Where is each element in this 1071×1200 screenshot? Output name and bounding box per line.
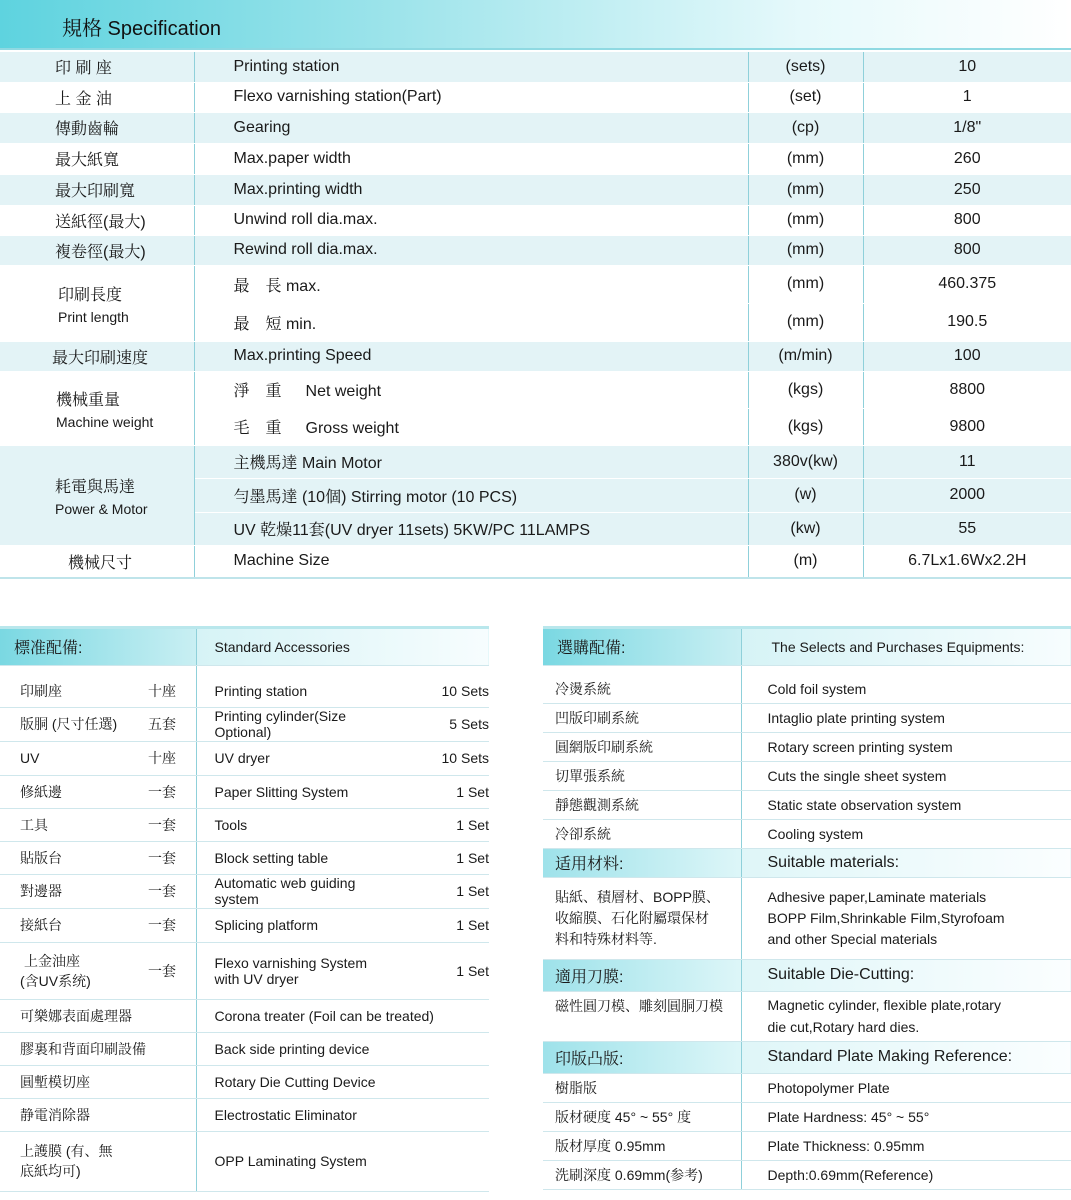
list-item: 圓網版印刷系統 Rotary screen printing system — [543, 732, 1071, 761]
spec-row: 上 金 油 Flexo varnishing station(Part) (set) 1 — [0, 82, 1071, 112]
list-item: 冷燙系統 Cold foil system — [543, 675, 1071, 703]
spec-row: 複卷徑(最大) Rewind roll dia.max. (mm) 800 — [0, 235, 1071, 265]
spec-row-main-motor: 耗電與馬達 Power & Motor 主機馬達 Main Motor 380v(kw) 11 — [0, 445, 1071, 478]
spec-row-stirring-motor: 勻墨馬達 (10個) Stirring motor (10 PCS) (w) 2000 — [0, 478, 1071, 512]
list-item: 膠裏和背面印刷設備 Back side printing device — [0, 1032, 489, 1065]
spec-row-gross-weight: 毛 重 Gross weight (kgs) 9800 — [0, 408, 1071, 445]
list-item: 貼版台 一套 Block setting table 1 Set — [0, 841, 489, 874]
list-item: 接紙台 一套 Splicing platform 1 Set — [0, 908, 489, 942]
list-item: 工具 一套 Tools 1 Set — [0, 808, 489, 841]
spec-row-uv-dryer: UV 乾燥11套(UV dryer 11sets) 5KW/PC 11LAMPS (kw) 55 — [0, 512, 1071, 545]
print-length-label: 印刷長度 Print length — [0, 265, 194, 341]
power-motor-label: 耗電與馬達 Power & Motor — [0, 445, 194, 545]
list-item: 切單張系統 Cuts the single sheet system — [543, 761, 1071, 790]
spec-row: 送紙徑(最大) Unwind roll dia.max. (mm) 800 — [0, 205, 1071, 235]
spec-banner — [0, 0, 1071, 50]
spec-table — [0, 52, 1071, 579]
spec-row: 印 刷 座 Printing station (sets) 10 — [0, 52, 1071, 82]
materials-header: 适用材料: Suitable materials: — [543, 848, 1071, 877]
list-item: 對邊器 一套 Automatic web guiding system 1 Set — [0, 874, 489, 908]
materials-row: 貼紙、積層材、BOPP膜、 收縮膜、石化附屬環保材 料和特殊材料等. Adhesive paper,Laminate materials BOPP Film,Shrinkable Film,Styrofoam and other Special materials — [543, 877, 1071, 959]
page-title: 規格 Specification — [62, 18, 221, 40]
standard-accessories-panel — [0, 626, 489, 1192]
spec-row-net-weight: 機械重量 Machine weight 淨 重 Net weight (kgs) 8800 — [0, 371, 1071, 408]
spec-row-machine-size: 機械尺寸 Machine Size (m) 6.7Lx1.6Wx2.2H — [0, 545, 1071, 578]
list-item: 洗刷深度 0.69mm(参考) Depth:0.69mm(Reference) — [543, 1160, 1071, 1189]
list-item: UV 十座 UV dryer 10 Sets — [0, 741, 489, 775]
list-item: 修紙邊 一套 Paper Slitting System 1 Set — [0, 775, 489, 808]
plate-header: 印版凸版: Standard Plate Making Reference: — [543, 1041, 1071, 1073]
list-item: 版材硬度 45° ~ 55° 度 Plate Hardness: 45° ~ 55° — [543, 1102, 1071, 1131]
die-cutting-row: 磁性圓刀模、雕刻圓胴刀模 Magnetic cylinder, flexible plate,rotary die cut,Rotary hard dies. — [543, 991, 1071, 1041]
list-item-laminating: 上護膜 (有、無 底紙均可) OPP Laminating System — [0, 1131, 489, 1191]
list-item: 靜態觀測系統 Static state observation system — [543, 790, 1071, 819]
list-item: 圓塹模切座 Rotary Die Cutting Device — [0, 1065, 489, 1098]
optional-equipment-panel — [543, 626, 1071, 1190]
spec-row-print-length-min: 最 短 min. (mm) 190.5 — [0, 303, 1071, 341]
die-cutting-header: 適用刀膜: Suitable Die-Cutting: — [543, 959, 1071, 991]
machine-weight-label: 機械重量 Machine weight — [0, 371, 194, 445]
spec-row: 最大紙寬 Max.paper width (mm) 260 — [0, 143, 1071, 174]
spec-row: 傳動齒輪 Gearing (cp) 1/8" — [0, 112, 1071, 143]
spec-row: 最大印刷寬 Max.printing width (mm) 250 — [0, 174, 1071, 205]
list-item: 静電消除器 Electrostatic Eliminator — [0, 1098, 489, 1131]
list-item: 印刷座 十座 Printing station 10 Sets — [0, 675, 489, 707]
list-item: 版胴 (尺寸任選) 五套 Printing cylinder(Size Optional) 5 Sets — [0, 707, 489, 741]
list-item: 版材厚度 0.95mm Plate Thickness: 0.95mm — [543, 1131, 1071, 1160]
optional-header: 選購配備: The Selects and Purchases Equipments: — [543, 629, 1071, 665]
standard-header: 標准配備: Standard Accessories — [0, 629, 489, 665]
list-item-varnish: 上金油座 (含UV系统) 一套 Flexo varnishing System with UV dryer 1 Set — [0, 942, 489, 999]
spec-row-print-length-max: 印刷長度 Print length 最 長 max. (mm) 460.375 — [0, 265, 1071, 303]
list-item: 樹脂版 Photopolymer Plate — [543, 1073, 1071, 1102]
spec-row-speed: 最大印刷速度 Max.printing Speed (m/min) 100 — [0, 341, 1071, 371]
list-item: 可樂娜表面處理器 Corona treater (Foil can be treated) — [0, 999, 489, 1032]
list-item: 凹版印刷系統 Intaglio plate printing system — [543, 703, 1071, 732]
list-item: 冷卻系統 Cooling system — [543, 819, 1071, 848]
